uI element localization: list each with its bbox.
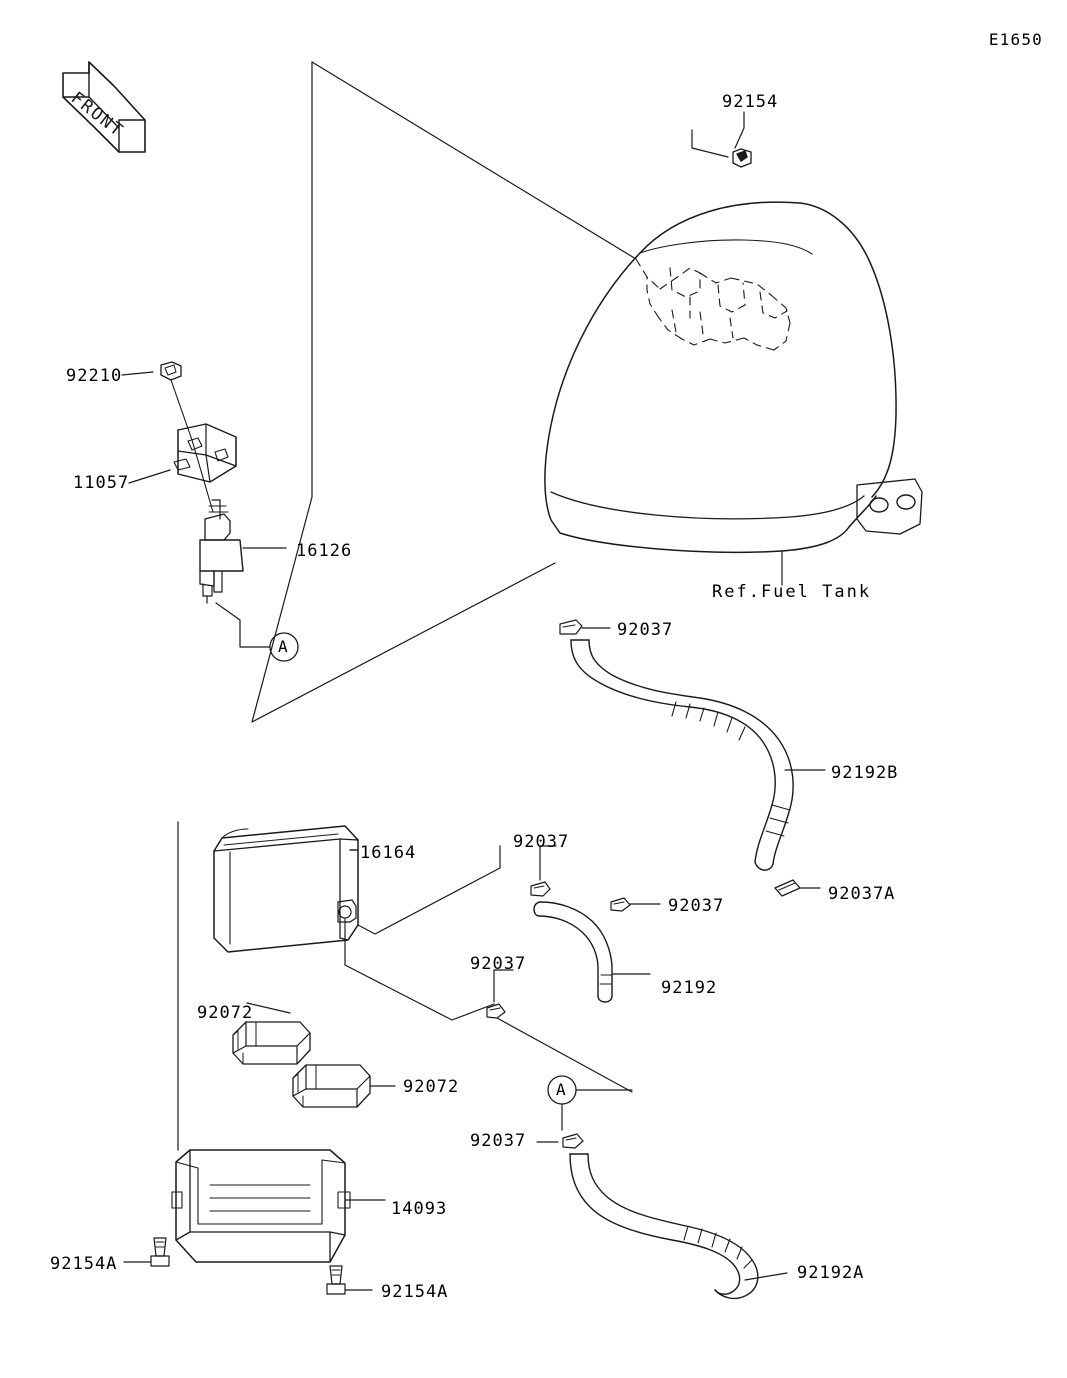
label-14093[interactable]: 14093	[391, 1199, 448, 1219]
label-92192A[interactable]: 92192A	[797, 1263, 865, 1283]
part-92037-clamp-3	[611, 898, 660, 911]
label-92037-4[interactable]: 92037	[470, 954, 527, 974]
label-16164[interactable]: 16164	[360, 843, 417, 863]
front-arrow-icon	[63, 62, 145, 152]
label-92037A[interactable]: 92037A	[828, 884, 896, 904]
part-92072-damper-2	[293, 1065, 395, 1107]
label-92072-2[interactable]: 92072	[403, 1077, 460, 1097]
part-92192B-hose	[571, 640, 825, 870]
callout-a-upper-label: A	[278, 637, 289, 656]
part-92154-bolt	[692, 112, 751, 167]
part-14093-cover	[172, 1150, 385, 1262]
label-92154A-2[interactable]: 92154A	[381, 1282, 449, 1302]
part-16164-canister	[214, 826, 360, 952]
label-92037-5[interactable]: 92037	[470, 1131, 527, 1151]
label-92210[interactable]: 92210	[66, 366, 123, 386]
part-92037A-plug	[775, 880, 820, 896]
part-92037-clamp-2	[531, 846, 556, 896]
part-92192A-hose	[570, 1154, 787, 1298]
label-92037-1[interactable]: 92037	[617, 620, 674, 640]
part-16126-valve	[192, 440, 286, 640]
fuel-tank-outline	[545, 202, 922, 585]
part-92192-hose	[534, 902, 650, 1002]
sheet-code: E1650	[988, 30, 1043, 49]
part-92037-clamp-4	[487, 970, 513, 1018]
label-92192[interactable]: 92192	[661, 978, 718, 998]
label-11057[interactable]: 11057	[73, 473, 130, 493]
label-92154[interactable]: 92154	[722, 92, 779, 112]
part-92037-clamp-5	[537, 1134, 583, 1148]
part-92154A-bolt-2	[327, 1266, 372, 1294]
label-92072-1[interactable]: 92072	[197, 1003, 254, 1023]
part-11057-bracket	[129, 424, 236, 483]
part-92037-clamp-1	[560, 620, 610, 634]
label-92154A-1[interactable]: 92154A	[50, 1254, 118, 1274]
svg-text:FRONT: FRONT	[66, 88, 128, 142]
ref-fuel-tank-note: Ref.Fuel Tank	[712, 582, 872, 602]
part-92210-nut	[122, 362, 192, 440]
callout-a-lower-label: A	[556, 1080, 567, 1099]
label-92037-3[interactable]: 92037	[668, 896, 725, 916]
label-92192B[interactable]: 92192B	[831, 763, 899, 783]
part-92154A-bolt-1	[124, 1238, 169, 1266]
label-92037-2[interactable]: 92037	[513, 832, 570, 852]
label-16126[interactable]: 16126	[296, 541, 353, 561]
